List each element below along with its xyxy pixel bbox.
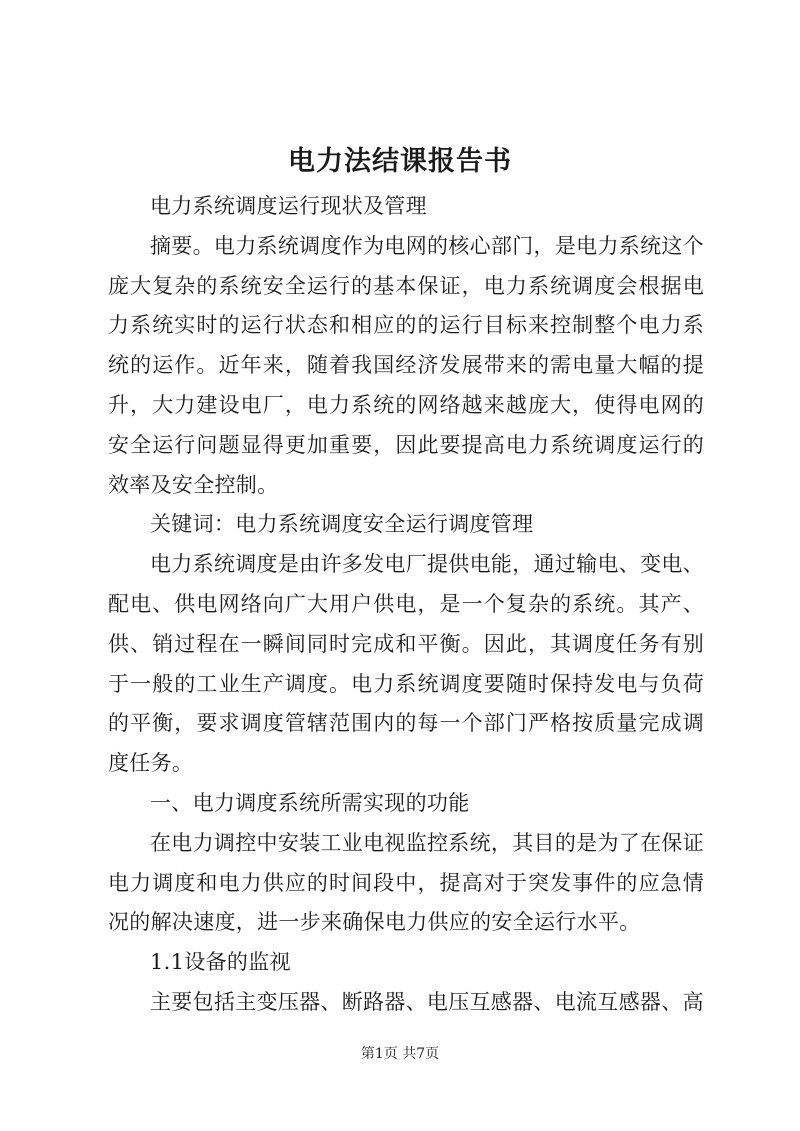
subheading: 一、电力调度系统所需实现的功能 [150,790,470,815]
body-paragraph: 主要包括主变压器、断路器、电压互感器、电流互感器、高 [150,989,704,1014]
body-paragraph: 电力系统调度是由许多发电厂提供电能，通过输电、变电、配电、供电网络向广大用户供电，是一个复杂的系统。其产、供、销过程在一瞬间同时完成和平衡。因此，其调度任务有别于一般的工业生产调度。电力系统调度要随时保持发电与负荷的平衡，要求调度管辖范围内的每一个部门严格按质量完成调度任务。 [108,552,704,776]
document-title: 电力法结课报告书 [288,146,512,177]
document-body [108,187,704,1023]
abstract-paragraph: 摘要。电力系统调度作为电网的核心部门，是电力系统这个庞大复杂的系统安全运行的基本保证，电力系统调度会根据电力系统实时的运行状态和相应的的运行目标来控制整个电力系统的运作。近年来，随着我国经济发展带来的需电量大幅的提升，大力建设电厂，电力系统的网络越来越庞大，使得电网的安全运行问题显得更加重要，因此要提高电力系统调度运行的效率及安全控制。 [108,233,704,497]
section-heading: 电力系统调度运行现状及管理 [150,194,427,218]
body-paragraph: 在电力调控中安装工业电视监控系统，其目的是为了在保证电力调度和电力供应的时间段中，提高对于突发事件的应急情况的解决速度，进一步来确保电力供应的安全运行水平。 [108,830,704,935]
keywords-paragraph: 关键词：电力系统调度安全运行调度管理 [150,512,534,537]
subheading: 1.1设备的监视 [150,950,291,975]
page-number-footer: 第1页 共7页 [360,1046,440,1062]
